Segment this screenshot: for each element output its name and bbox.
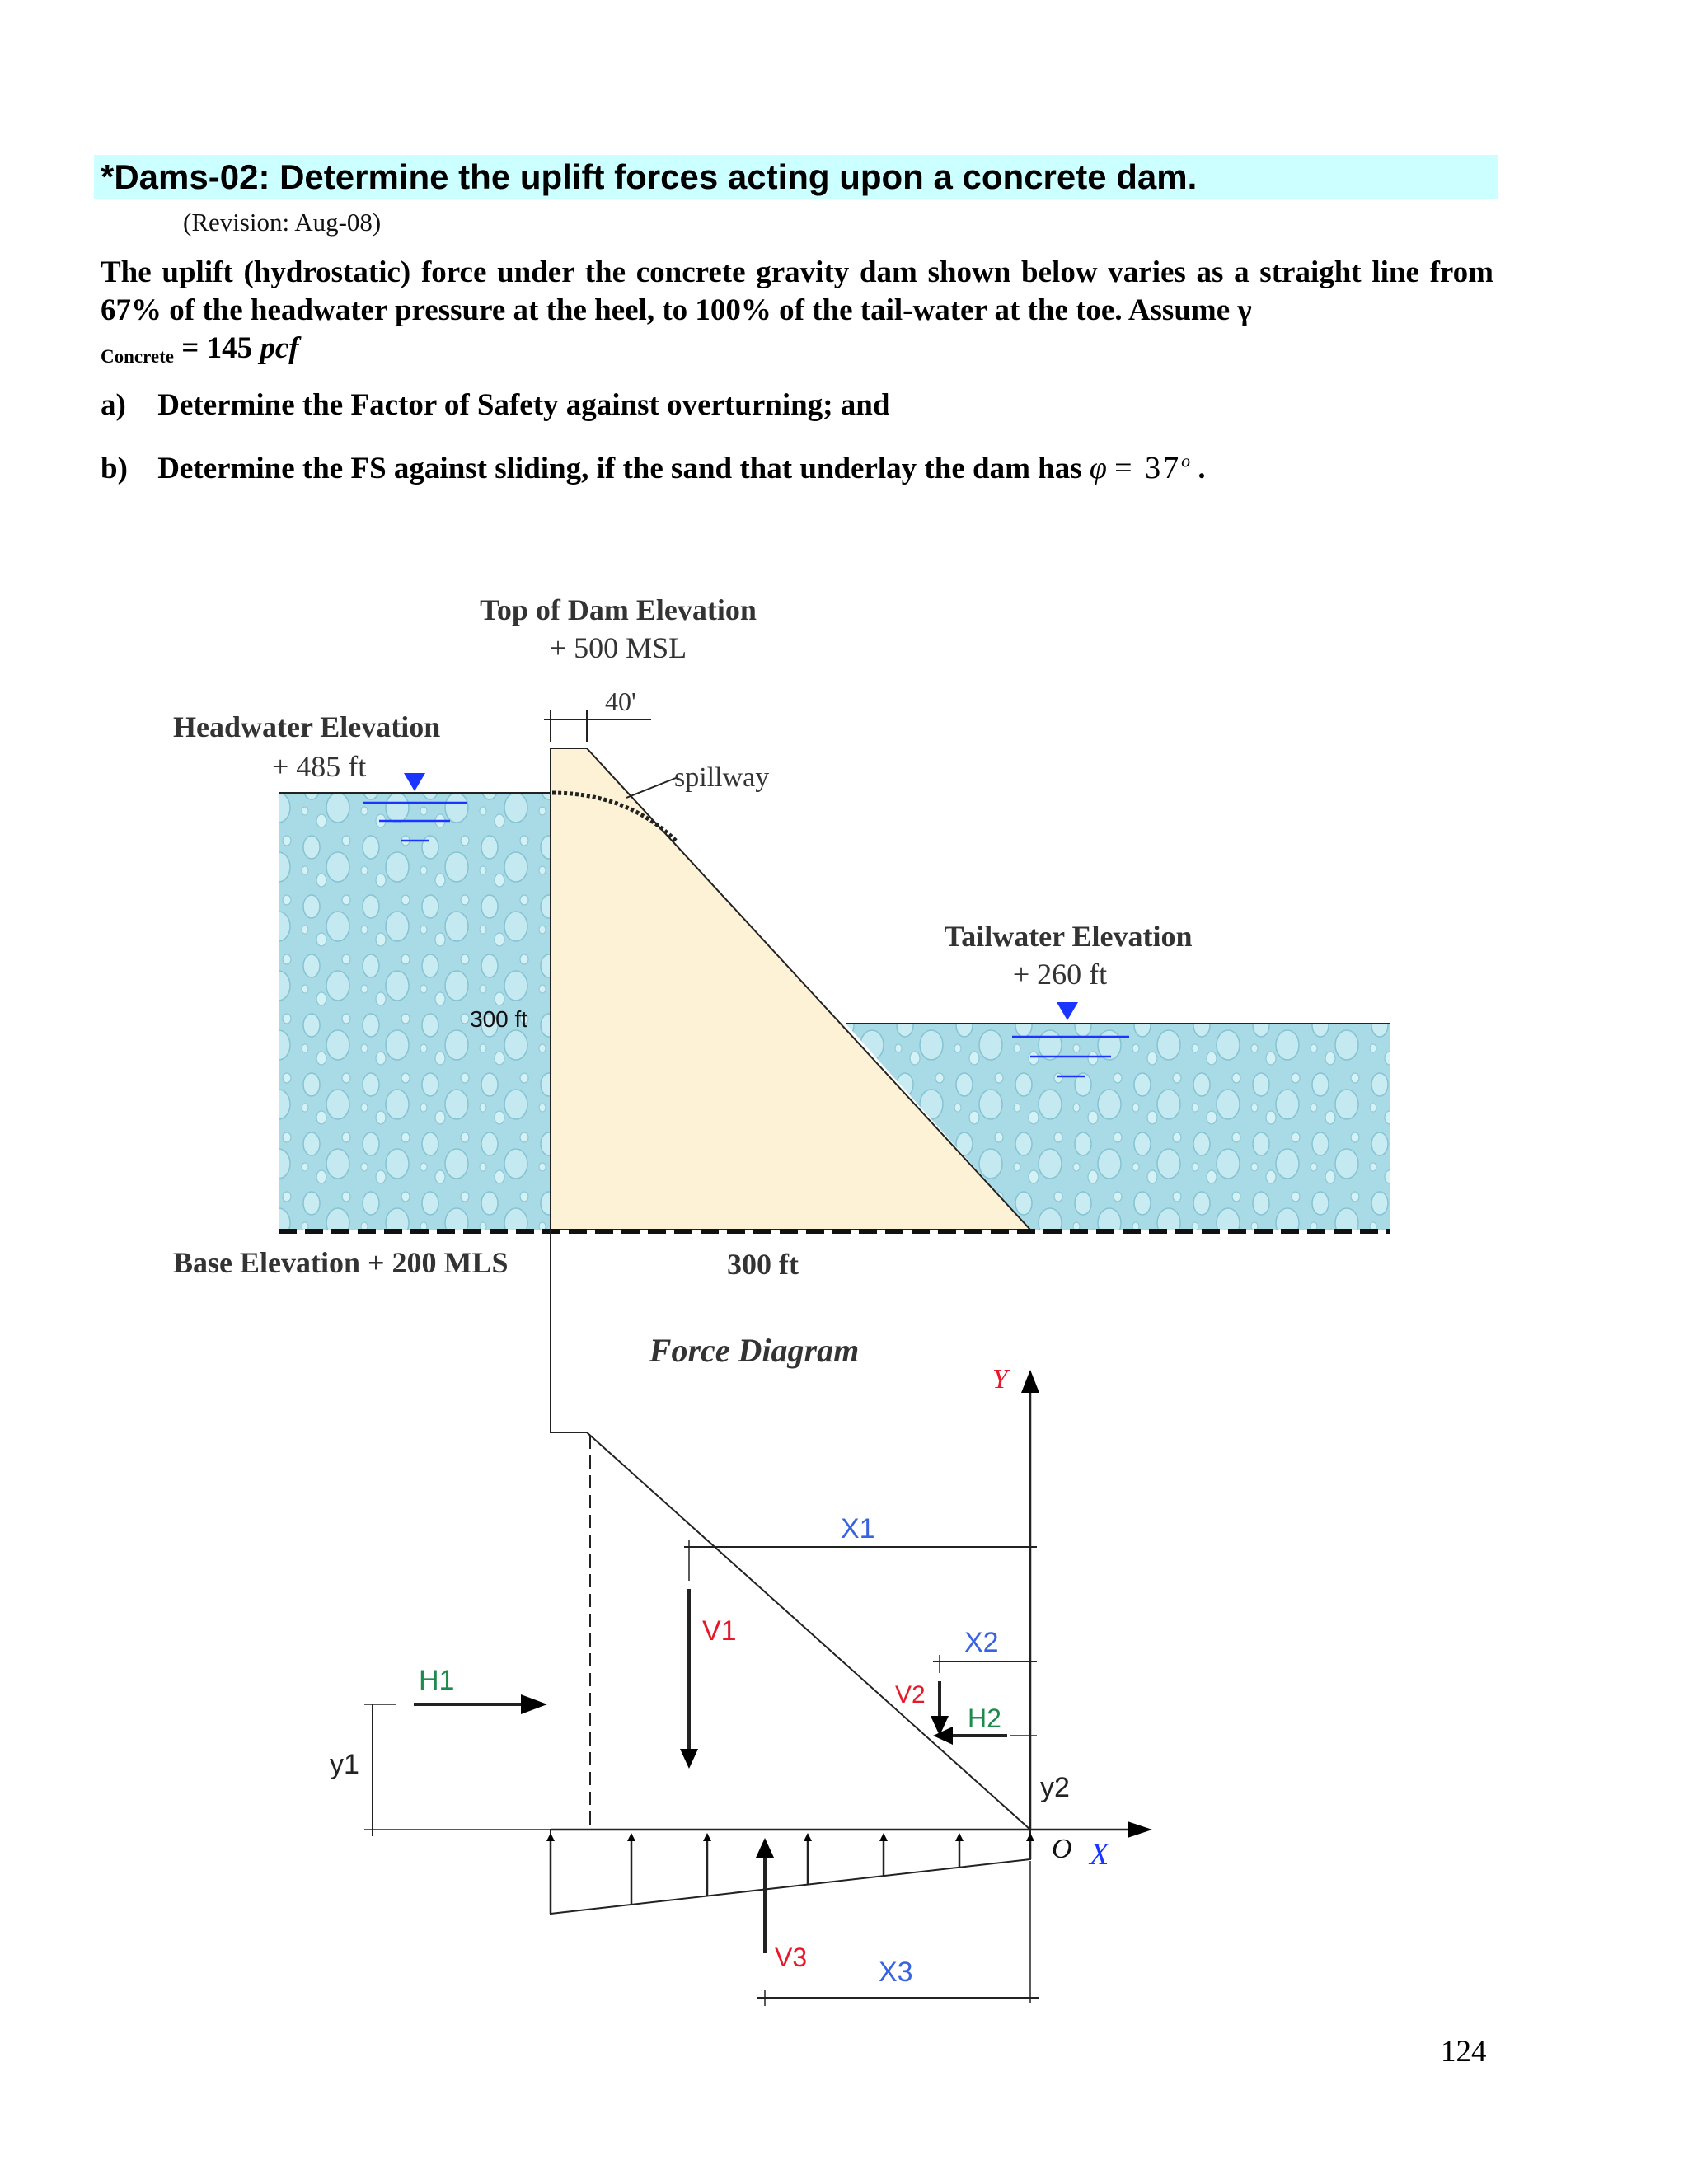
h1-arrowhead [521,1694,547,1714]
top-of-dam-elevation: + 500 MSL [549,631,687,664]
x1-label: X1 [841,1513,875,1544]
tailwater-label: Tailwater Elevation [944,920,1193,953]
question-a-label: a) [101,388,126,422]
y1-label: y1 [330,1749,359,1780]
h2-label: H2 [968,1704,1001,1733]
problem-title: *Dams-02: Determine the uplift forces acting upon a concrete dam. [101,157,1198,196]
base-elevation-label: Base Elevation + 200 MLS [173,1246,509,1279]
spillway-label: spillway [674,762,770,793]
tailwater-elevation: + 260 ft [1012,958,1108,991]
dam-figure [173,593,1390,1281]
uplift-arrows [551,1835,1030,1914]
v1-arrowhead [680,1749,698,1769]
question-b-end: . [1198,452,1206,485]
y2-label: y2 [1040,1772,1070,1803]
v1-label: V1 [702,1615,737,1647]
statement-unit: pcf [260,331,299,365]
v3-label: V3 [775,1943,808,1972]
revision-note: (Revision: Aug-08) [183,208,382,237]
top-of-dam-label: Top of Dam Elevation [480,593,757,626]
y-axis-arrow [1021,1370,1039,1393]
base-width-label: 300 ft [727,1248,799,1281]
spillway-pointer [626,778,676,798]
force-diagram [330,1230,1152,2006]
x2-label: X2 [964,1627,999,1658]
headwater-elevation: + 485 ft [272,750,367,783]
statement-main: The uplift (hydrostatic) force under the concrete gravity dam shown below varies as a straight line from 67% of the headwater pressure at the heel, to 100% of the tail-water at the toe. Assume γ [101,255,1493,327]
page-number: 124 [1441,2035,1487,2069]
statement-subscript: Concrete [101,346,174,367]
dam-outline [551,1230,1030,1830]
dam-height-label: 300 ft [470,1006,528,1032]
v3-arrowhead [756,1838,774,1858]
x-axis-arrow [1128,1821,1152,1838]
origin-label: O [1052,1834,1072,1864]
force-diagram-title: Force Diagram [649,1332,860,1369]
phi-value: = 37 [1114,451,1182,485]
crest-width-label: 40' [605,687,636,716]
v2-label: V2 [895,1681,926,1708]
h2-arrowhead [933,1727,953,1745]
dam-body [551,748,1030,1230]
statement-value: = 145 [181,331,253,365]
question-a-text: Determine the Factor of Safety against overturning; and [157,388,890,422]
x3-label: X3 [879,1957,913,1988]
y-axis-label: Y [992,1364,1008,1394]
phi-symbol: φ [1089,451,1107,485]
question-b-text: Determine the FS against sliding, if the sand that underlay the dam has [157,452,1082,485]
degree-sign: o [1181,450,1191,471]
h1-label: H1 [419,1665,455,1696]
uplift-pressure-diagram [551,1830,1030,1914]
x-axis-label: X [1090,1837,1109,1872]
question-b-label: b) [101,452,128,485]
headwater-label: Headwater Elevation [173,710,441,743]
